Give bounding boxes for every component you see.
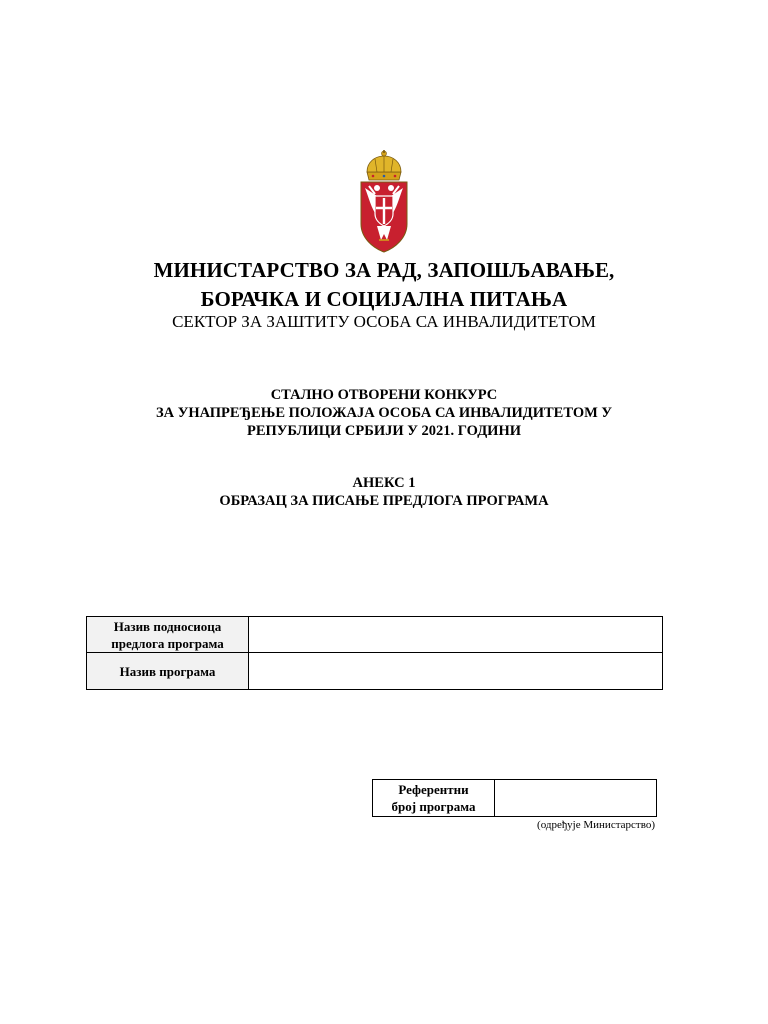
applicant-label-line1: Назив подносиоца [113, 618, 222, 634]
applicant-label-line2: предлога програма [111, 635, 224, 651]
annex-subtitle: ОБРАЗАЦ ЗА ПИСАЊЕ ПРЕДЛОГА ПРОГРАМА [219, 493, 549, 509]
reference-label-line2: број програма [391, 799, 476, 814]
annex-title: АНЕКС 1 [352, 475, 416, 491]
applicant-form-table [86, 616, 663, 690]
competition-title-line2: ЗА УНАПРЕЂЕЊЕ ПОЛОЖАЈА ОСОБА СА ИНВАЛИДИТЕТОМ У [155, 405, 613, 421]
applicant-label [87, 617, 249, 653]
serbian-coat-of-arms-icon [355, 150, 413, 254]
reference-note: (одређује Министарство) [537, 819, 655, 831]
crown-icon [367, 150, 401, 180]
ministry-title-line2: БОРАЧКА И СОЦИЈАЛНА ПИТАЊА [200, 287, 568, 311]
reference-number-field[interactable] [495, 780, 657, 817]
ministry-title-line1: МИНИСТАРСТВО ЗА РАД, ЗАПОШЉАВАЊЕ, [153, 258, 615, 282]
reference-label-line1: Референтни [398, 782, 469, 797]
reference-number-table [372, 779, 657, 817]
applicant-name-field[interactable] [249, 617, 663, 653]
reference-label [373, 780, 495, 817]
reference-row [373, 780, 657, 817]
sector-title: СЕКТОР ЗА ЗАШТИТУ ОСОБА СА ИНВАЛИДИТЕТОМ [172, 312, 596, 331]
applicant-row [87, 617, 663, 653]
program-label: Назив програма [87, 653, 249, 690]
program-name-field[interactable] [249, 653, 663, 690]
competition-title-line3: РЕПУБЛИЦИ СРБИЈИ У 2021. ГОДИНИ [246, 423, 522, 439]
competition-title-line1: СТАЛНО ОТВОРЕНИ КОНКУРС [270, 387, 498, 403]
program-row [87, 653, 663, 690]
eagle-shield-icon [361, 182, 407, 252]
